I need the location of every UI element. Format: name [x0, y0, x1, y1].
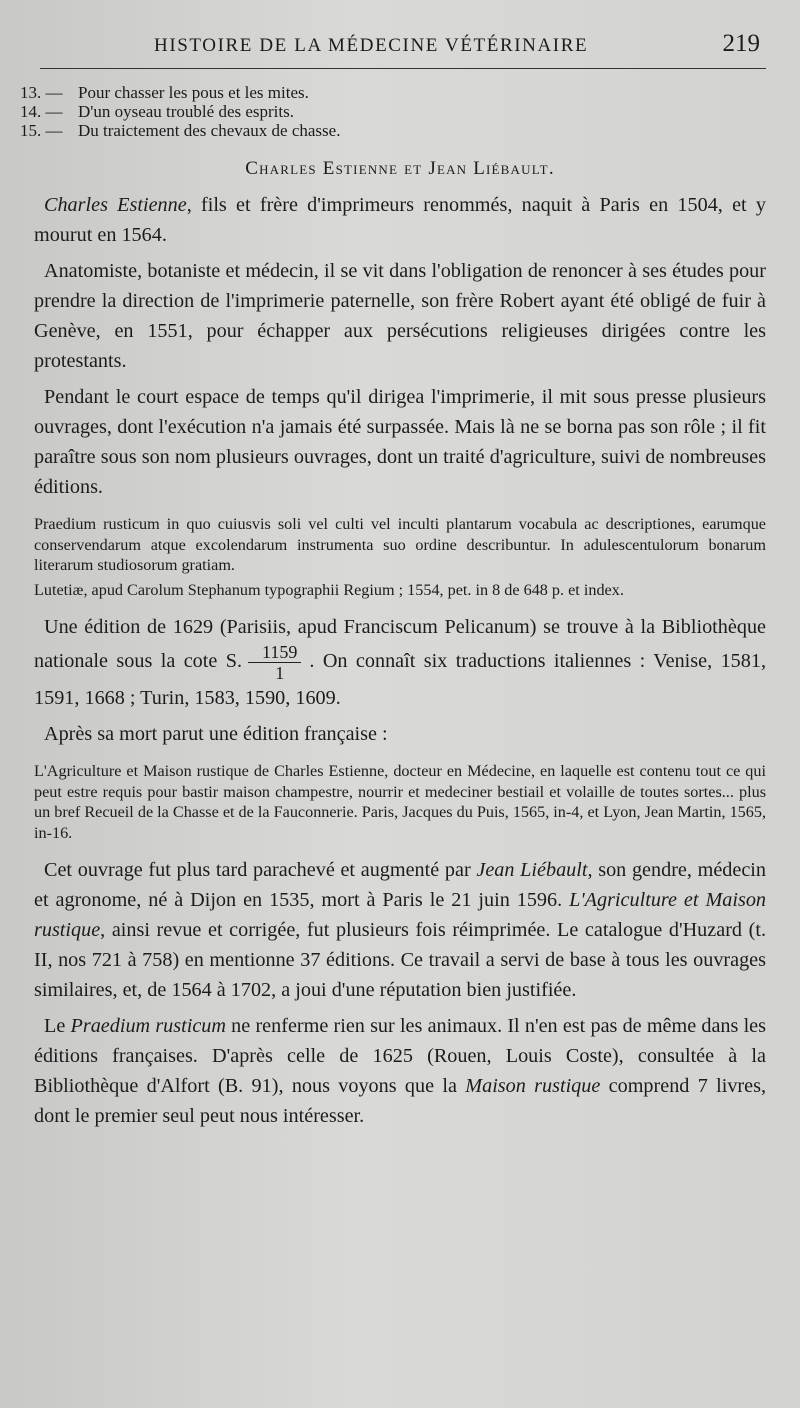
header-rule [40, 68, 766, 69]
item-text: Du traictement des chevaux de chasse. [78, 121, 341, 140]
paragraph [34, 612, 766, 713]
page-header [154, 30, 760, 58]
call-number-fraction [248, 642, 301, 683]
author-name: Jean Liébault [476, 859, 588, 881]
bibliographic-quote [34, 514, 766, 600]
paragraph-text: , son gendre, médecin et agronome, né à Dijon en 1535, mort à Paris le 21 juin 1596. [34, 859, 767, 911]
quote-line: L'Agriculture et Maison rustique de Charles Estienne, docteur en Médecine, en laquelle est contenu tout ce qui peut estre requis pour bastir maison champestre, nourrir et medeciner bestiail et volaille de toutes sortes... plus un bref Recueil de la Chasse et de la Fauconnerie. Paris, Jacques du Puis, 1565, in-4, et Lyon, Jean Martin, 1565, in-16. [34, 762, 766, 842]
item-text: Pour chasser les pous et les mites. [78, 83, 309, 102]
paragraph [34, 1011, 766, 1131]
paragraph-text: , ainsi revue et corrigée, fut plusieurs fois réimprimée. Le catalogue d'Huzard (t. II, nos 721 à 758) en mentionne 37 éditions. Ce travail a servi de base à tous les ouvrages similaires, et, de 1564 à 1702, a joui d'une réputation bien justifiée. [34, 919, 766, 1001]
paragraph-text: Le [44, 1015, 71, 1037]
paragraph-text: Cet ouvrage fut plus tard parachevé et augmenté par [44, 859, 477, 881]
item-text: D'un oyseau troublé des esprits. [78, 102, 294, 121]
running-head: HISTOIRE DE LA MÉDECINE VÉTÉRINAIRE [154, 35, 589, 56]
bibliographic-quote [34, 761, 766, 843]
fraction-denominator: 1 [275, 663, 285, 683]
body-text [34, 190, 766, 502]
book-title: Praedium rusticum [70, 1015, 226, 1037]
paragraph-text: . On connaît six traductions italiennes : Venise, 1581, 1591, 1668 ; Turin, 1583, 1590, 1609. [34, 650, 766, 709]
paragraph-text: comprend 7 livres, dont le premier seul peut nous intéresser. [34, 1075, 767, 1127]
book-title: Maison rustique [465, 1075, 601, 1097]
body-text [34, 855, 766, 1131]
author-name: Charles Estienne [44, 194, 187, 216]
paragraph: Après sa mort parut une édition française : [44, 723, 388, 745]
quote-line: Lutetiæ, apud Carolum Stephanum typographii Regium ; 1554, pet. in 8 de 648 p. et index. [34, 580, 624, 599]
chapter-list [20, 83, 766, 140]
paragraph: Anatomiste, botaniste et médecin, il se vit dans l'obligation de renoncer à ses études pour prendre la direction de l'imprimerie paternelle, son frère Robert ayant été obligé de fuir à Genève, en 1551, pour échapper aux persécutions religieuses dirigées contre les protestants. [34, 260, 766, 372]
paragraph [34, 190, 766, 250]
quote-line: Praedium rusticum in quo cuiusvis soli vel culti vel inculti plantarum vocabula ac descriptiones, earumque conservendarum atque excolendarum instrumenta suo ordine describuntur. In adulescentulorum bonarum literarum studiosorum gratiam. [34, 515, 766, 574]
item-number: 15. — [20, 121, 63, 140]
fraction-numerator: 1159 [248, 642, 301, 663]
paragraph [34, 855, 766, 1005]
book-title: L'Agriculture et Maison rustique [34, 889, 766, 941]
paragraph-text: , fils et frère d'imprimeurs renommés, naquit à Paris en 1504, et y mourut en 1564. [34, 194, 767, 246]
paragraph-text: ne renferme rien sur les animaux. Il n'en est pas de même dans les éditions françaises. D'après celle de 1625 (Rouen, Louis Coste), consultée à la Bibliothèque d'Alfort (B. 91), nous voyons que la [34, 1015, 767, 1097]
list-item [20, 102, 766, 121]
item-number: 13. — [20, 83, 63, 102]
list-item [20, 83, 766, 102]
list-item [20, 121, 766, 140]
body-text [34, 612, 766, 749]
section-title: Charles Estienne et Jean Liébault. [245, 158, 555, 179]
page-number: 219 [722, 30, 760, 57]
item-number: 14. — [20, 102, 63, 121]
paragraph-text: Une édition de 1629 (Parisiis, apud Franciscum Pelicanum) se trouve à la Bibliothèque nationale sous la cote S. [34, 616, 766, 673]
paragraph: Pendant le court espace de temps qu'il dirigea l'imprimerie, il mit sous presse plusieurs ouvrages, dont l'exécution n'a jamais été surpassée. Mais là ne se borna pas son rôle ; il fit paraître sous son nom plusieurs ouvrages, dont un traité d'agriculture, suivi de nombreuses éditions. [34, 386, 766, 498]
